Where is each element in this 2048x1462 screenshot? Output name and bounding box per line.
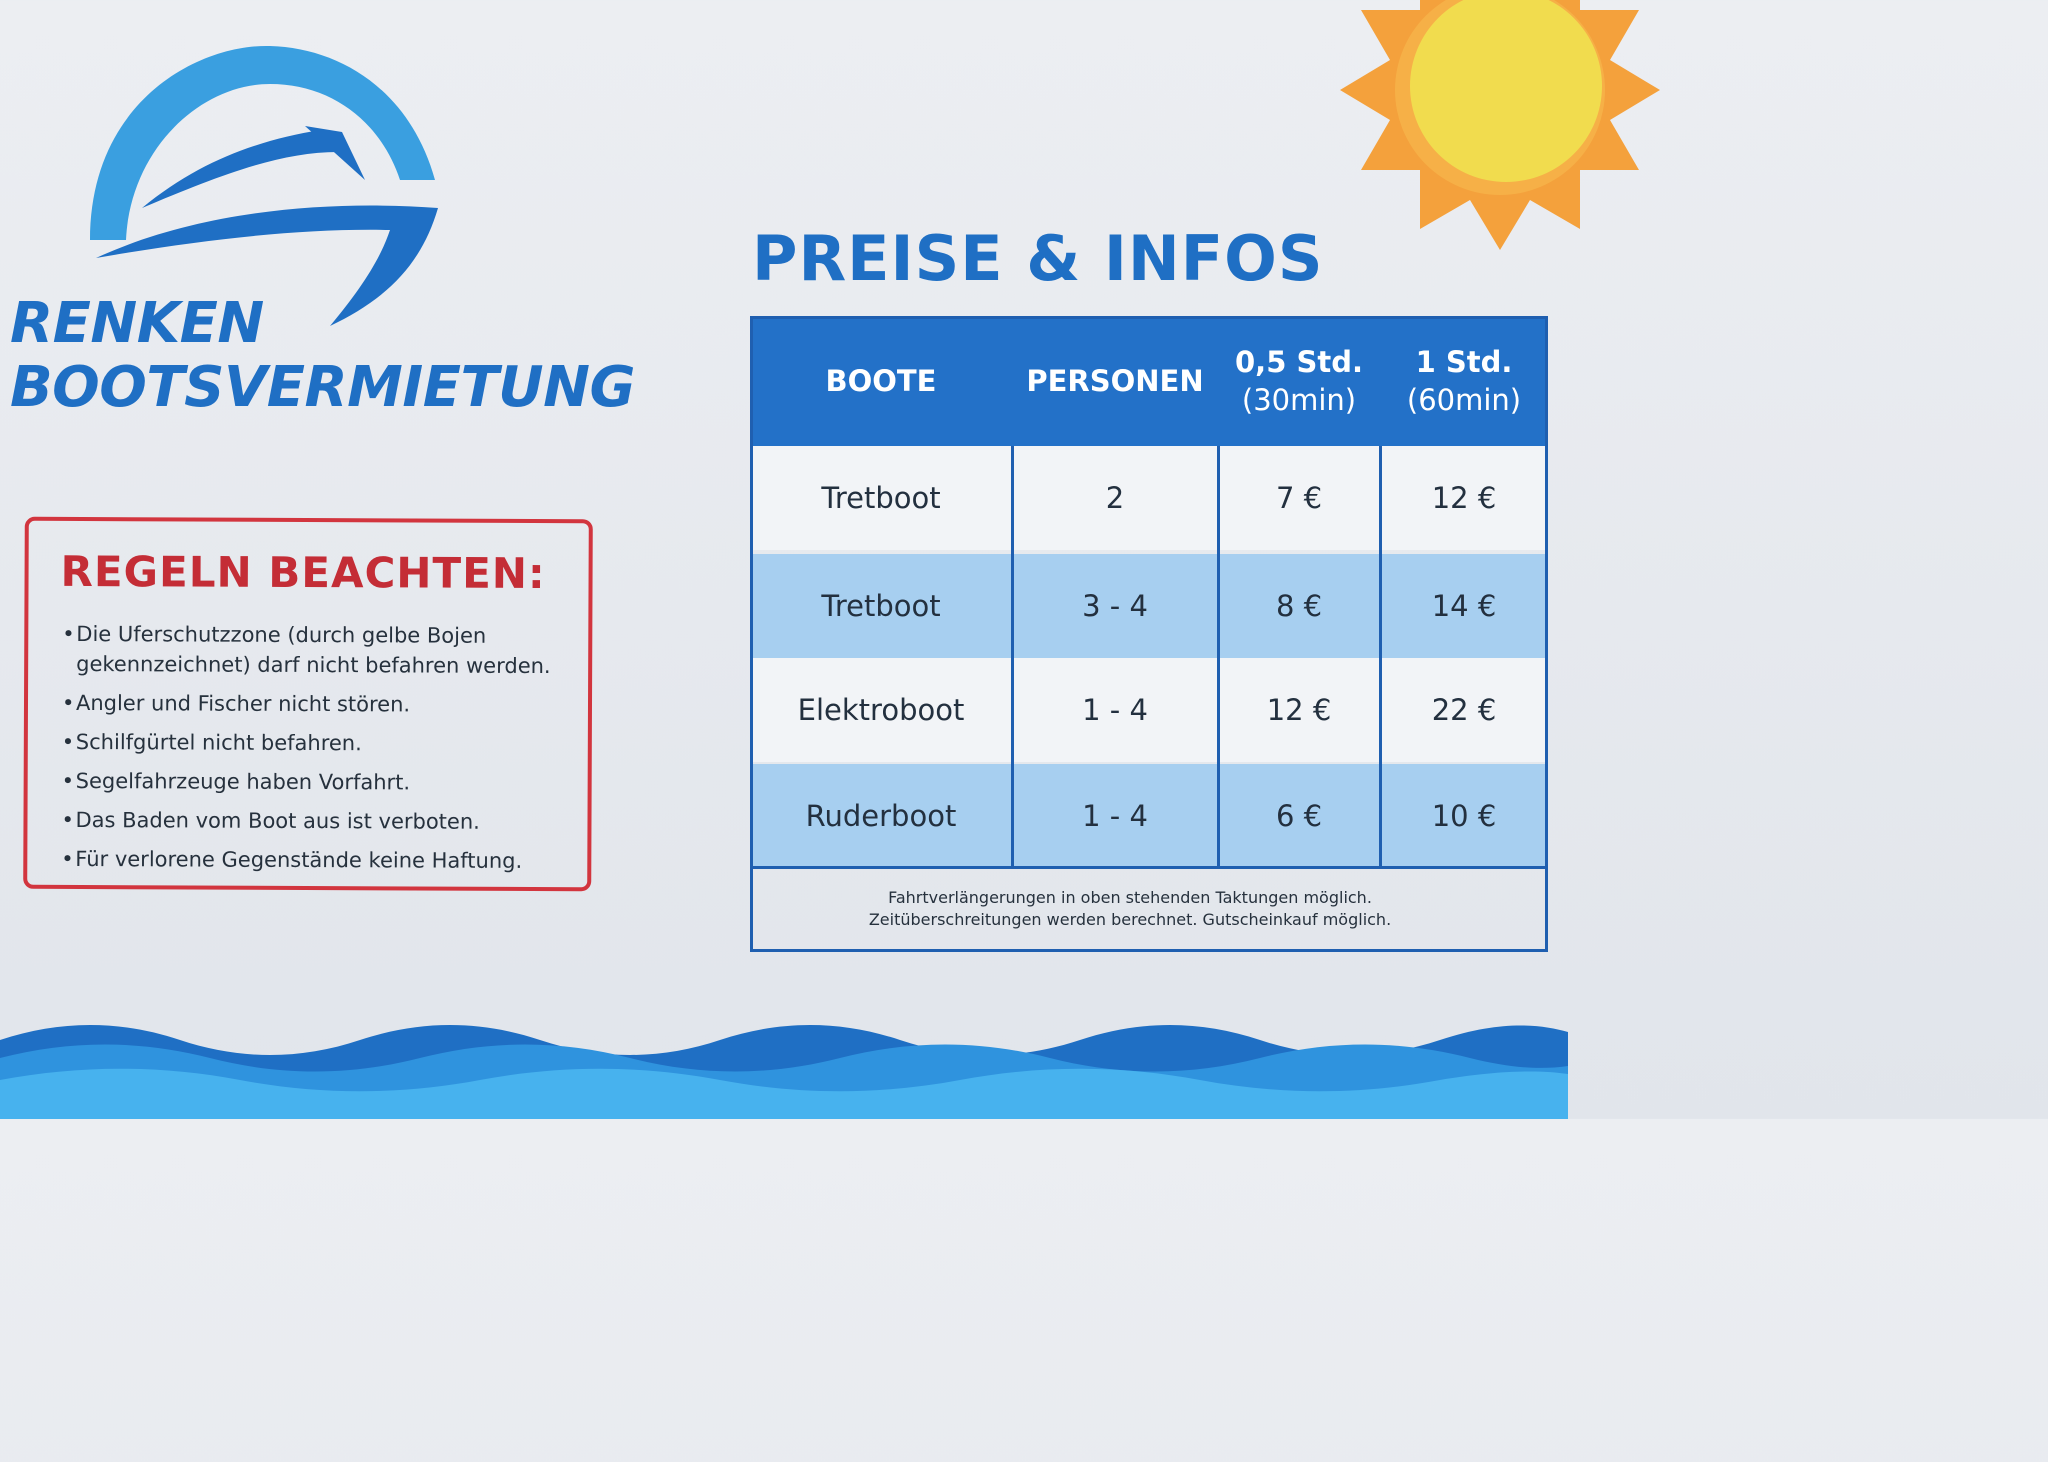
cell-hour: 22 €	[1431, 693, 1497, 727]
cell-persons: 1 - 4	[1082, 799, 1148, 833]
cell-boat: Tretboot	[821, 481, 941, 515]
cell-half-hour: 6 €	[1275, 799, 1323, 833]
header-hour: 1 Std. (60min)	[1406, 345, 1522, 417]
cell-persons: 1 - 4	[1082, 693, 1148, 727]
cell-half-hour: 7 €	[1275, 481, 1323, 515]
table-row	[750, 658, 1548, 762]
column-divider	[1379, 446, 1382, 866]
brand-name	[10, 292, 635, 420]
note-line-2: Zeitüberschreitungen werden berechnet. Gutscheinkauf möglich.	[868, 910, 1392, 929]
rules-list	[61, 619, 576, 885]
cell-persons: 3 - 4	[1082, 589, 1148, 623]
column-divider	[1217, 446, 1220, 866]
waves-decoration	[0, 1010, 1568, 1119]
cell-half-hour: 8 €	[1275, 589, 1323, 623]
cell-hour: 10 €	[1431, 799, 1497, 833]
cell-boat: Ruderboot	[805, 799, 957, 833]
header-persons: PERSONEN	[1026, 364, 1204, 398]
price-table	[750, 316, 1548, 952]
header-half-hour: 0,5 Std. (30min)	[1235, 345, 1363, 417]
cell-half-hour: 12 €	[1266, 693, 1332, 727]
header-boats: BOOTE	[825, 364, 937, 398]
rule-item: •Das Baden vom Boot aus ist verboten.	[61, 807, 480, 834]
table-row	[750, 554, 1548, 658]
rule-item: •Schilfgürtel nicht befahren.	[61, 729, 362, 756]
prices-heading: PREISE & INFOS	[752, 222, 1324, 295]
cell-persons: 2	[1105, 481, 1125, 515]
sun-icon	[1340, 0, 1660, 250]
rules-box	[23, 517, 593, 891]
rules-title: REGELN BEACHTEN:	[60, 546, 546, 599]
note-line-1: Fahrtverlängerungen in oben stehenden Taktungen möglich.	[888, 888, 1372, 907]
column-divider	[1011, 446, 1014, 866]
cell-boat: Tretboot	[821, 589, 941, 623]
rule-item: •Die Uferschutzzone (durch gelbe Bojen gekennzeichnet) darf nicht befahren werden.	[62, 621, 551, 679]
cell-hour: 14 €	[1431, 589, 1497, 623]
cell-hour: 12 €	[1431, 481, 1497, 515]
rule-item: •Segelfahrzeuge haben Vorfahrt.	[61, 768, 411, 795]
rule-item: •Für verlorene Gegenstände keine Haftung.	[61, 846, 523, 873]
table-note	[750, 869, 1510, 949]
table-row	[750, 764, 1548, 868]
table-header	[750, 316, 1548, 446]
rule-item: •Angler und Fischer nicht stören.	[61, 690, 411, 717]
brand-line-2: BOOTSVERMIETUNG	[10, 355, 635, 420]
cell-boat: Elektroboot	[797, 693, 965, 727]
brand-line-1: RENKEN	[10, 291, 264, 356]
table-row	[750, 446, 1548, 550]
